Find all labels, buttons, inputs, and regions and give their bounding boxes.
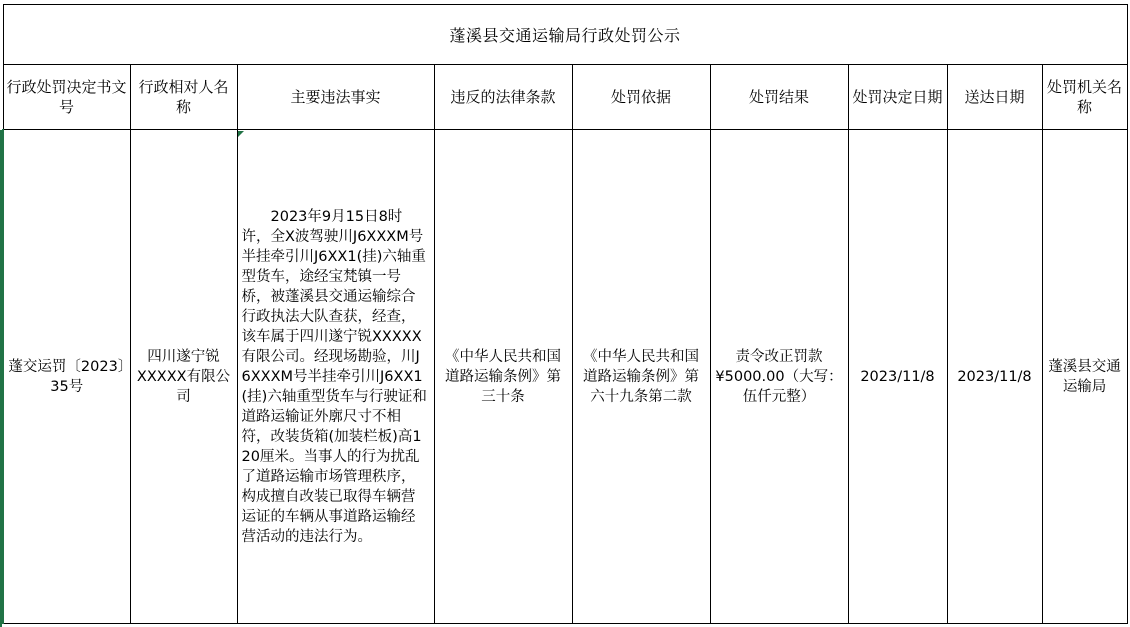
header-delivery-date[interactable]: 送达日期 xyxy=(947,65,1042,130)
table-row xyxy=(3,130,1127,624)
cell-facts[interactable] xyxy=(237,130,434,624)
cell-agency[interactable]: 蓬溪县交通运输局 xyxy=(1042,130,1127,624)
cell-decision-date[interactable]: 2023/11/8 xyxy=(848,130,947,624)
table-title[interactable]: 蓬溪县交通运输局行政处罚公示 xyxy=(3,5,1127,65)
penalty-table xyxy=(2,4,1128,624)
cell-doc-no[interactable]: 蓬交运罚〔2023〕35号 xyxy=(3,130,130,624)
header-agency[interactable]: 处罚机关名称 xyxy=(1042,65,1127,130)
header-law[interactable]: 违反的法律条款 xyxy=(434,65,572,130)
cell-party[interactable]: 四川遂宁锐XXXXX有限公司 xyxy=(130,130,237,624)
cell-basis[interactable]: 《中华人民共和国道路运输条例》第六十九条第二款 xyxy=(572,130,710,624)
cell-result[interactable]: 责令改正罚款¥5000.00（大写：伍仟元整） xyxy=(710,130,848,624)
comment-indicator-icon xyxy=(238,131,244,137)
header-row xyxy=(3,65,1127,130)
title-row xyxy=(3,5,1127,65)
header-basis[interactable]: 处罚依据 xyxy=(572,65,710,130)
header-facts[interactable]: 主要违法事实 xyxy=(237,65,434,130)
header-party[interactable]: 行政相对人名称 xyxy=(130,65,237,130)
selection-border xyxy=(0,130,2,627)
facts-text: 2023年9月15日8时许，全X波驾驶川J6XXXM号半挂牵引川J6XX1(挂)六轴重型货车，途经宝梵镇一号桥，被蓬溪县交通运输综合行政执法大队查获，经查，该车属于四川遂宁锐XXXXX有限公司。经现场勘验，川J6XXXM号半挂牵引川J6XX1(挂)六轴重型货车与行驶证和道路运输证外廓尺寸不相符，改装货箱(加装栏板)高120厘米。当事人的行为扰乱了道路运输市场管理秩序，构成擅自改装已取得车辆营运证的车辆从事道路运输经营活动的违法行为。 xyxy=(241,208,427,545)
header-doc-no[interactable]: 行政处罚决定书文号 xyxy=(3,65,130,130)
cell-law[interactable]: 《中华人民共和国道路运输条例》第三十条 xyxy=(434,130,572,624)
header-decision-date[interactable]: 处罚决定日期 xyxy=(848,65,947,130)
cell-delivery-date[interactable]: 2023/11/8 xyxy=(947,130,1042,624)
header-result[interactable]: 处罚结果 xyxy=(710,65,848,130)
